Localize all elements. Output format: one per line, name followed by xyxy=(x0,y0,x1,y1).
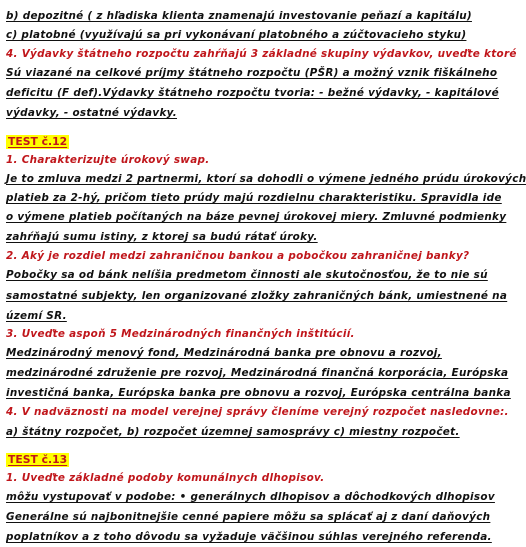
text-line: Pobočky sa od bánk nelíšia predmetom činnosti ale skutočnosťou, že to nie sú xyxy=(6,269,488,281)
text-line: môžu vystupovať v podobe: • generálnych dlhopisov a dôchodkových dlhopisov xyxy=(6,491,495,503)
test-heading-text: TEST č.13 xyxy=(8,453,68,466)
text-line: b) depozitné ( z hľadiska klienta znamenajú investovanie peňazí a kapitálu) xyxy=(6,10,472,22)
text-line: deficitu (F def).Výdavky štátneho rozpočtu tvoria: - bežné výdavky, - kapitálové xyxy=(6,87,499,99)
text-line: zahŕňajú sumu istiny, z ktorej sa budú rátať úroky. xyxy=(6,231,318,243)
text-line: výdavky, - ostatné výdavky. xyxy=(6,107,178,119)
question-heading: 4. Výdavky štátneho rozpočtu zahŕňajú 3 základné skupiny výdavkov, uveďte ktoré xyxy=(6,48,517,60)
question-heading: 1. Charakterizujte úrokový swap. xyxy=(6,154,210,166)
text-line: investičná banka, Európska banka pre obnovu a rozvoj, Európska centrálna banka xyxy=(6,387,511,399)
text-line: medzinárodné združenie pre rozvoj, Medzinárodná finančná korporácia, Európska xyxy=(6,367,509,379)
text-line: Sú viazané na celkové príjmy štátneho rozpočtu (PŠR) a možný vznik fiškálneho xyxy=(6,67,498,79)
text-line: c) platobné (využívajú sa pri vykonávaní platobného a zúčtovacieho styku) xyxy=(6,29,467,41)
text-line: poplatníkov a z toho dôvodu sa vyžaduje väčšinou súhlas verejného referenda. xyxy=(6,531,492,543)
test-heading-text: TEST č.12 xyxy=(8,135,68,148)
question-heading: 3. Uveďte aspoň 5 Medzinárodných finančných inštitúcií. xyxy=(6,328,355,340)
test-heading-badge xyxy=(6,135,69,149)
test-heading-badge xyxy=(6,453,69,467)
text-line: Medzinárodný menový fond, Medzinárodná banka pre obnovu a rozvoj, xyxy=(6,347,442,359)
text-line: Je to zmluva medzi 2 partnermi, ktorí sa dohodli o výmene jedného prúdu úrokových xyxy=(6,173,526,185)
question-heading: 2. Aký je rozdiel medzi zahraničnou bankou a pobočkou zahraničnej banky? xyxy=(6,250,470,262)
text-line: a) štátny rozpočet, b) rozpočet územnej samosprávy c) miestny rozpočet. xyxy=(6,426,460,438)
question-heading: 4. V nadväznosti na model verejnej správy členíme verejný rozpočet nasledovne:. xyxy=(6,406,509,418)
question-heading: 1. Uveďte základné podoby komunálnych dlhopisov. xyxy=(6,472,325,484)
text-line: samostatné subjekty, len organizované zložky zahraničných bánk, umiestnené na xyxy=(6,290,508,302)
text-line: o výmene platieb počítaných na báze pevnej úrokovej miery. Zmluvné podmienky xyxy=(6,211,507,223)
text-line: území SR. xyxy=(6,310,67,322)
text-line: Generálne sú najbonitnejšie cenné papiere môžu sa splácať aj z daní daňových xyxy=(6,511,491,523)
text-line: platieb za 2-hý, pričom tieto prúdy majú rozdielnu charakteristiku. Spravidla ide xyxy=(6,192,502,204)
